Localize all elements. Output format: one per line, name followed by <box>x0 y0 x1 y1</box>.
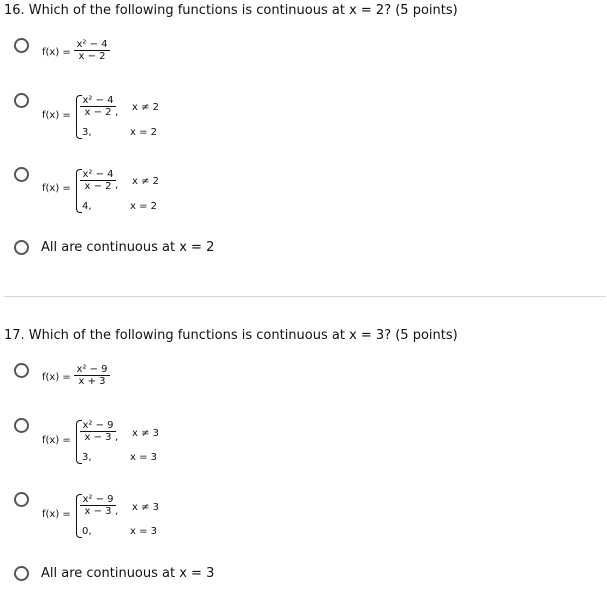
q17-c-fraction <box>80 494 119 517</box>
q16-c-lhs: f(x) = <box>42 183 71 194</box>
q17-c-comma: , <box>115 506 119 517</box>
q17-b-fraction <box>80 420 119 443</box>
q16-b-numerator: x² − 4 <box>82 95 114 106</box>
q16-c-denominator: x − 2 <box>80 180 116 192</box>
q17-c-condition-2: x = 3 <box>130 526 158 537</box>
q16-b-lhs: f(x) = <box>42 110 71 121</box>
q17-option-b-radio[interactable] <box>14 418 29 433</box>
question-17-title: 17. Which of the following functions is continuous at x = 3? (5 points) <box>4 328 458 343</box>
q16-c-condition-2: x = 2 <box>130 201 158 212</box>
q17-option-d-label[interactable]: All are continuous at x = 3 <box>41 566 215 581</box>
q16-option-b-radio[interactable] <box>14 93 29 108</box>
q17-option-d-radio[interactable] <box>14 566 29 581</box>
q16-c-fraction <box>80 169 119 192</box>
q17-a-numerator: x² − 9 <box>76 364 108 375</box>
q16-option-d-label[interactable]: All are continuous at x = 2 <box>41 240 215 255</box>
q17-a-denominator: x + 3 <box>74 375 110 387</box>
q16-c-comma: , <box>115 180 119 191</box>
q17-b-value: 3, <box>82 452 92 463</box>
q17-a-lhs: f(x) = <box>42 372 71 383</box>
q16-a-lhs: f(x) = <box>42 47 71 58</box>
q17-b-condition-2: x = 3 <box>130 452 158 463</box>
q16-c-numerator: x² − 4 <box>82 169 114 180</box>
q17-option-c-radio[interactable] <box>14 492 29 507</box>
q17-c-condition-1: x ≠ 3 <box>132 502 160 513</box>
q17-c-denominator: x − 3 <box>80 505 116 517</box>
q17-b-denominator: x − 3 <box>80 431 116 443</box>
q17-b-comma: , <box>115 432 119 443</box>
q16-a-numerator: x² − 4 <box>76 39 108 50</box>
q16-option-a-radio[interactable] <box>14 38 29 53</box>
q16-a-denominator: x − 2 <box>74 50 110 62</box>
q17-b-condition-1: x ≠ 3 <box>132 428 160 439</box>
q17-b-numerator: x² − 9 <box>82 420 114 431</box>
q16-b-denominator: x − 2 <box>80 106 116 118</box>
q17-c-numerator: x² − 9 <box>82 494 114 505</box>
q16-b-condition-1: x ≠ 2 <box>132 102 160 113</box>
q17-b-lhs: f(x) = <box>42 435 71 446</box>
q16-c-condition-1: x ≠ 2 <box>132 176 160 187</box>
question-divider <box>4 296 606 297</box>
question-16-title: 16. Which of the following functions is continuous at x = 2? (5 points) <box>4 3 458 18</box>
q17-c-lhs: f(x) = <box>42 509 71 520</box>
q16-b-fraction <box>80 95 119 118</box>
q16-c-value: 4, <box>82 201 92 212</box>
q16-b-comma: , <box>115 107 119 118</box>
q17-c-value: 0, <box>82 526 92 537</box>
q16-option-c-radio[interactable] <box>14 167 29 182</box>
q16-b-condition-2: x = 2 <box>130 127 158 138</box>
q16-option-d-radio[interactable] <box>14 240 29 255</box>
q16-a-fraction <box>74 39 110 62</box>
q17-option-a-radio[interactable] <box>14 363 29 378</box>
q16-b-value: 3, <box>82 127 92 138</box>
q17-a-fraction <box>74 364 110 387</box>
